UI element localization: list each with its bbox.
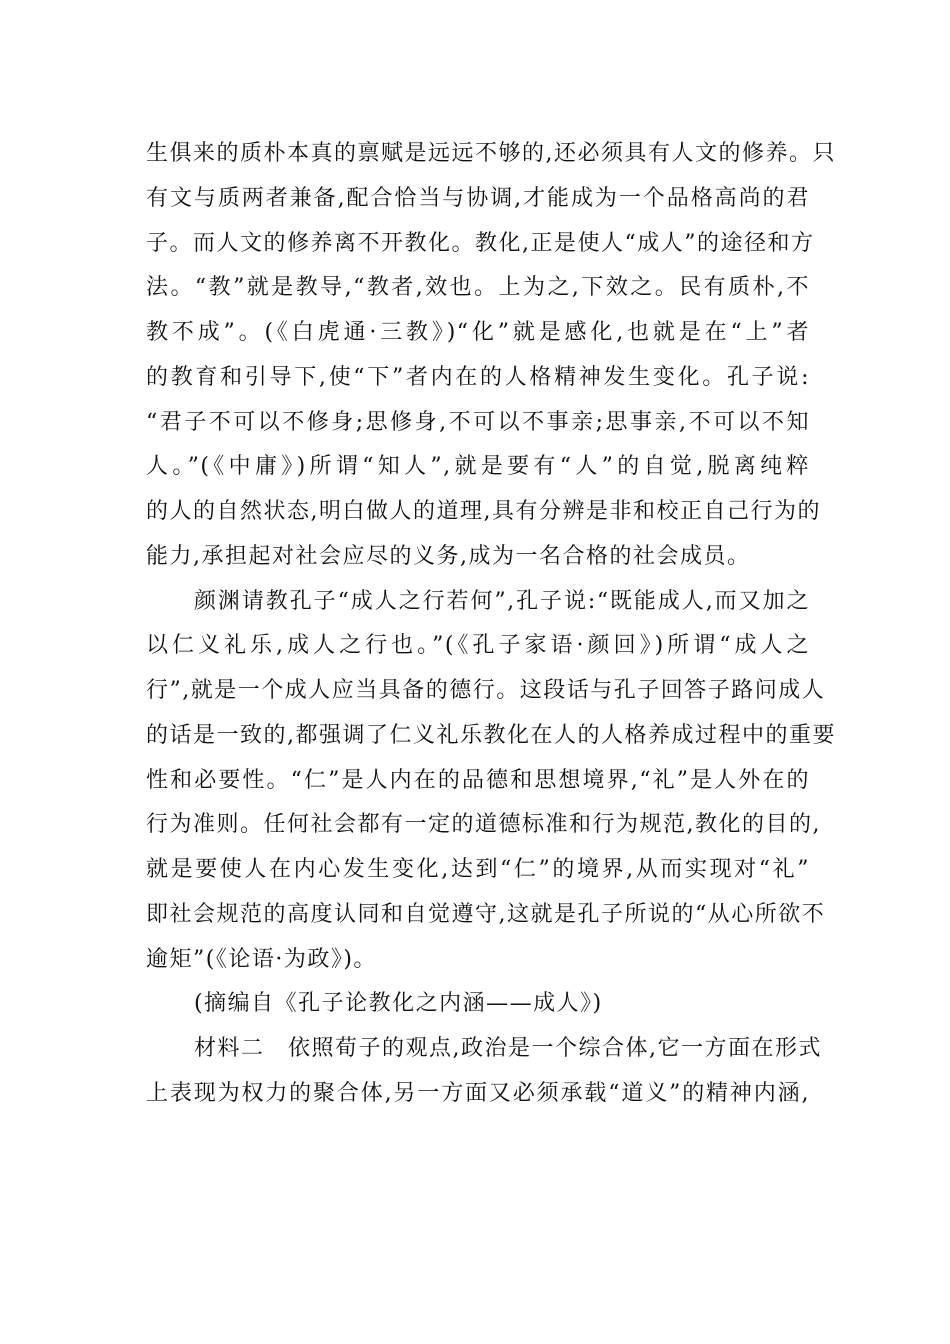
text-line: 的话是一致的,都强调了仁义礼乐教化在人的人格养成过程中的重要 <box>146 722 836 748</box>
body-text <box>146 132 836 1117</box>
text-line: 材料二 依照荀子的观点,政治是一个综合体,它一方面在形式 <box>194 1036 822 1061</box>
text-line: 子。而人文的修养离不开教化。教化,正是使人“成人”的途径和方 <box>146 230 815 256</box>
text-line: 即社会规范的高度认同和自觉遵守,这就是孔子所说的“从心所欲不 <box>146 901 826 927</box>
text-line: 人。”(《中庸》)所谓“知人”,就是要有“人”的自觉,脱离纯粹 <box>146 454 810 480</box>
text-line: 就是要使人在内心发生变化,达到“仁”的境界,从而实现对“礼” <box>146 857 810 882</box>
text-line: 行为准则。任何社会都有一定的道德标准和行为规范,教化的目的, <box>146 812 821 838</box>
text-line: 性和必要性。“仁”是人内在的品德和思想境界,“礼”是人外在的 <box>146 767 810 793</box>
text-line: 上表现为权力的聚合体,另一方面又必须承载“道义”的精神内涵, <box>146 1080 810 1106</box>
text-line: “君子不可以不修身;思修身,不可以不事亲;思事亲,不可以不知 <box>146 409 810 435</box>
text-line: 法。“教”就是教导,“教者,效也。上为之,下效之。民有质朴,不 <box>146 275 810 301</box>
text-line: 能力,承担起对社会应尽的义务,成为一名合格的社会成员。 <box>146 543 751 569</box>
text-line: 生俱来的质朴本真的禀赋是远远不够的,还必须具有人文的修养。只 <box>146 141 836 166</box>
text-line: 颜渊请教孔子“成人之行若何”,孔子说:“既能成人,而又加之 <box>194 588 810 614</box>
text-line: 的人的自然状态,明白做人的道理,具有分辨是非和校正自己行为的 <box>146 499 821 524</box>
text-line: 行”,就是一个成人应当具备的德行。这段话与孔子回答子路问成人 <box>146 678 826 703</box>
text-line: 以仁义礼乐,成人之行也。”(《孔子家语·颜回》)所谓“成人之 <box>146 633 810 659</box>
text-line: 的教育和引导下,使“下”者内在的人格精神发生变化。孔子说: <box>146 364 810 390</box>
source-citation: (摘编自《孔子论教化之内涵——成人》) <box>194 991 603 1017</box>
text-line: 逾矩”(《论语·为政》)。 <box>146 946 377 972</box>
text-line: 有文与质两者兼备,配合恰当与协调,才能成为一个品格高尚的君 <box>146 185 810 211</box>
text-line: 教不成”。(《白虎通·三教》)“化”就是感化,也就是在“上”者 <box>146 320 810 345</box>
